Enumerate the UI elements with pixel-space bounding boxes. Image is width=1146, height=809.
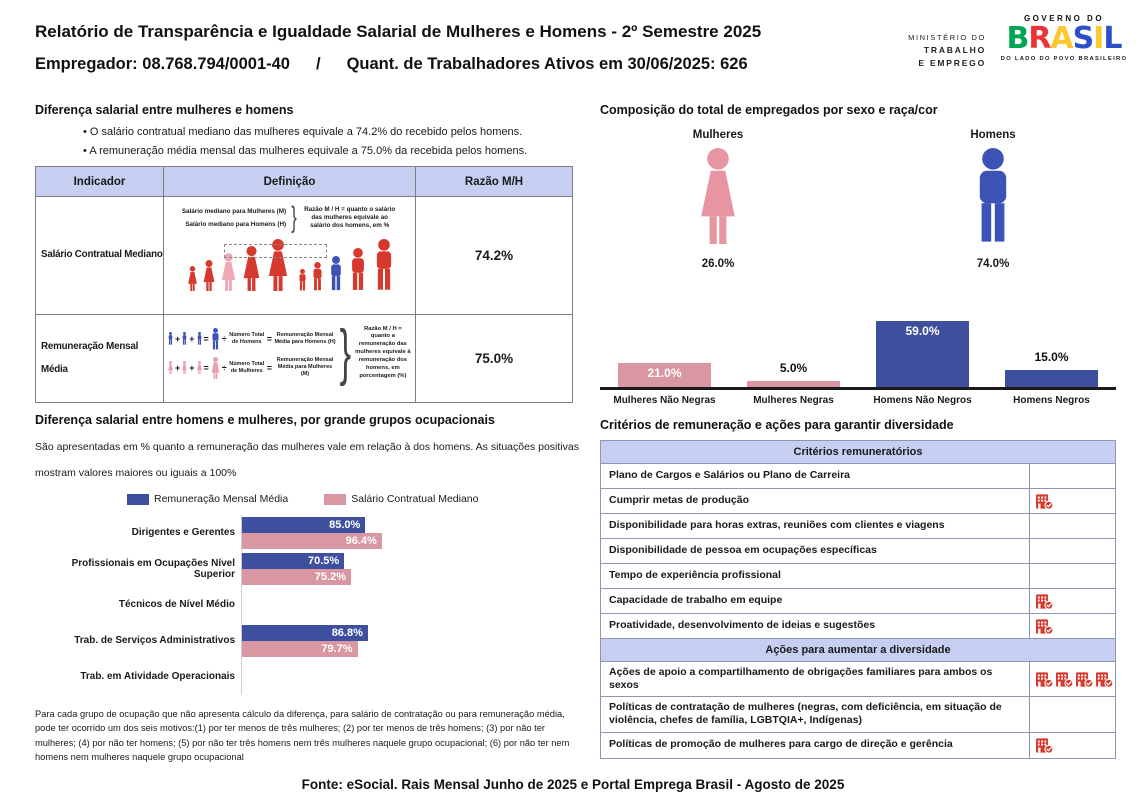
comparison-dashed-box xyxy=(224,244,327,258)
comp-category-label: Mulheres Negras xyxy=(753,395,834,406)
occupational-bar-chart xyxy=(35,515,580,695)
chart-subtext-2: mostram valores maiores ou iguais a 100% xyxy=(35,467,237,479)
sex-pictograms xyxy=(600,129,1116,287)
pictogram-value: 74.0% xyxy=(976,258,1010,270)
legend-swatch xyxy=(127,494,149,505)
people-pictogram-row xyxy=(166,235,413,293)
definition-cell xyxy=(164,197,416,315)
section-heading: Diferença salarial entre mulheres e homens xyxy=(35,103,294,117)
pictogram-value: 26.0% xyxy=(701,258,735,270)
table-row xyxy=(36,197,573,315)
legend-label: Remuneração Mensal Média xyxy=(154,493,289,505)
col-indicador: Indicador xyxy=(36,167,164,197)
criteria-row xyxy=(601,539,1115,564)
criteria-row xyxy=(601,662,1115,697)
criteria-row xyxy=(601,514,1115,539)
occ-bars xyxy=(241,587,580,623)
section-heading: Composição do total de empregados por sexo e raça/cor xyxy=(600,103,938,117)
brasil-letter: A xyxy=(1050,21,1073,56)
occ-bars xyxy=(241,659,580,695)
formula-divisor: Número Total de Mulheres xyxy=(229,360,265,374)
criteria-marks xyxy=(1029,662,1115,696)
section-composition xyxy=(600,103,1116,411)
average-ratio-note: Razão M / H = quanto a remuneração das mulheres equivale à remuneração dos homens, em porcentagem (%) xyxy=(355,325,411,379)
brasil-wordmark xyxy=(995,23,1133,55)
brasil-letter: B xyxy=(1006,21,1029,56)
formula-row: + + = ÷ Número Total de Homens = Remuneração Mensal Média para Homens (H) xyxy=(167,328,337,350)
building-check-icon xyxy=(1095,671,1114,688)
bar-salario: 96.4% xyxy=(242,533,382,549)
legend-swatch xyxy=(324,494,346,505)
indicator-label: Remuneração Mensal Média xyxy=(36,315,164,403)
median-definition-diagram xyxy=(166,203,413,233)
criteria-label: Ações de apoio a compartilhamento de obrigações familiares para ambos os sexos xyxy=(609,666,993,692)
formula-rows xyxy=(167,328,337,379)
building-check-icon xyxy=(1035,493,1054,510)
bar-remuneracao: 86.8% xyxy=(242,625,368,641)
summary-bullets xyxy=(83,126,575,157)
building-check-icon xyxy=(1035,737,1054,754)
building-check-icon xyxy=(1035,593,1054,610)
ratio-value: 75.0% xyxy=(416,315,573,403)
occ-row xyxy=(35,515,580,551)
criteria-marks xyxy=(1029,489,1115,513)
criteria-section-header: Critérios remuneratórios xyxy=(601,441,1115,464)
woman-icon xyxy=(219,253,238,291)
col-definicao: Definição xyxy=(164,167,416,197)
comp-bar xyxy=(618,363,711,387)
criteria-row xyxy=(601,564,1115,589)
table-header-row xyxy=(36,167,573,197)
pictogram-label: Homens xyxy=(970,129,1016,141)
chart-subtext-1: São apresentadas em % quanto a remuneração das mulheres vale em relação à dos homens. As situações positivas xyxy=(35,441,579,453)
definition-cell xyxy=(164,315,416,403)
criteria-label: Políticas de promoção de mulheres para cargo de direção e gerência xyxy=(609,738,953,751)
legend-item xyxy=(127,493,288,505)
brace-glyph: } xyxy=(339,318,352,387)
bar-salario: 79.7% xyxy=(242,641,358,657)
formula-row: + + = ÷ Número Total de Mulheres = Remuneração Mensal Média para Mulheres (M) xyxy=(167,357,337,379)
criteria-label: Disponibilidade para horas extras, reuniões com clientes e viagens xyxy=(609,519,945,532)
criteria-label: Capacidade de trabalho em equipe xyxy=(609,594,783,607)
criteria-label: Plano de Cargos e Salários ou Plano de Carreira xyxy=(609,469,850,482)
man-icon xyxy=(310,262,325,291)
criteria-row xyxy=(601,697,1115,732)
occ-category-label: Trab. de Serviços Administrativos xyxy=(74,635,235,647)
bullet-median-salary: • O salário contratual mediano das mulheres equivale a 74.2% do recebido pelos homens. xyxy=(83,126,575,138)
building-check-icon xyxy=(1035,671,1054,688)
man-icon xyxy=(210,328,221,350)
comp-bar xyxy=(876,321,969,387)
ratio-value: 74.2% xyxy=(416,197,573,315)
median-women-line: Salário mediano para Mulheres (M) xyxy=(181,207,287,215)
race-composition-chart xyxy=(600,295,1116,390)
woman-icon xyxy=(186,266,199,291)
woman-icon xyxy=(196,361,203,374)
gov-logo-tagline: DO LADO DO POVO BRASILEIRO xyxy=(1000,55,1128,62)
criteria-row xyxy=(601,489,1115,514)
occ-category-label: Técnicos de Nível Médio xyxy=(118,599,235,611)
gov-logo-top-text: GOVERNO DO xyxy=(1023,14,1105,23)
employer-info: Empregador: 08.768.794/0001-40 xyxy=(35,55,290,73)
criteria-label: Proatividade, desenvolvimento de ideias e sugestões xyxy=(609,619,876,632)
comp-category-label: Homens Negros xyxy=(1013,395,1090,406)
criteria-table xyxy=(600,440,1116,759)
col-razao: Razão M/H xyxy=(416,167,573,197)
woman-icon xyxy=(181,361,188,374)
bar-remuneracao: 70.5% xyxy=(242,553,344,569)
criteria-label: Tempo de experiência profissional xyxy=(609,569,781,582)
occ-category-label: Trab. em Atividade Operacionais xyxy=(80,671,235,683)
comp-category-label: Homens Não Negros xyxy=(873,395,972,406)
building-check-icon xyxy=(1055,671,1074,688)
average-definition-diagram xyxy=(166,318,413,388)
brasil-letter: S xyxy=(1072,21,1094,56)
bar-remuneracao: 85.0% xyxy=(242,517,365,533)
chart-footnote: Para cada grupo de ocupação que não apresenta cálculo da diferença, para salário de contratação ou para remuneração média, pode ter ocorrido um dos seis motivos:(1) por ter menos de três mulheres; (2) por ter menos de três homens; (3) por não ter mulheres; (4) por não ter homens; (5) por não ter três homens nem três mulheres naquele grupo ocupacional; (6) por não ter nem homens nem mulheres naquele grupo ocupacional xyxy=(35,709,570,763)
brasil-letter: I xyxy=(1093,21,1104,56)
building-check-icon xyxy=(1075,671,1094,688)
indicator-table xyxy=(35,166,573,403)
separator: / xyxy=(316,55,321,73)
man-icon xyxy=(196,332,203,345)
occ-bars xyxy=(241,515,580,551)
criteria-row xyxy=(601,589,1115,614)
formula-divisor: Número Total de Homens xyxy=(229,331,265,345)
formula-result: Remuneração Mensal Média para Homens (H) xyxy=(274,331,336,345)
woman-icon xyxy=(167,361,174,374)
page-title: Relatório de Transparência e Igualdade Salarial de Mulheres e Homens - 2º Semestre 2025 xyxy=(35,22,762,41)
comp-bar xyxy=(747,381,840,387)
employer-line xyxy=(35,55,875,74)
criteria-section-header: Ações para aumentar a diversidade xyxy=(601,639,1115,662)
comp-category-label: Mulheres Não Negras xyxy=(613,395,716,406)
pictogram-label: Mulheres xyxy=(692,129,744,141)
comp-bar xyxy=(1005,370,1098,387)
man-icon xyxy=(327,256,345,291)
criteria-marks xyxy=(1029,464,1115,488)
section-criteria xyxy=(600,418,1116,759)
brace-glyph: } xyxy=(291,201,297,234)
criteria-marks xyxy=(1029,614,1115,638)
criteria-label: Disponibilidade de pessoa em ocupações específicas xyxy=(609,544,877,557)
woman-icon xyxy=(201,260,217,291)
pictogram-mulheres xyxy=(658,129,778,270)
bar-value-label: 15.0% xyxy=(1034,350,1069,364)
formula-result: Remuneração Mensal Média para Mulheres (M) xyxy=(276,357,334,377)
brasil-letter: L xyxy=(1103,21,1122,56)
occ-row xyxy=(35,659,580,695)
median-ratio-note: Razão M / H = quanto o salário das mulheres equivale ao salário dos homens, em % xyxy=(304,205,396,230)
pictogram-homens xyxy=(933,129,1053,270)
section-heading: Diferença salarial entre homens e mulheres, por grande grupos ocupacionais xyxy=(35,413,495,427)
man-icon xyxy=(297,269,308,291)
report-header xyxy=(35,22,875,74)
occ-category-label: Dirigentes e Gerentes xyxy=(131,527,235,539)
legend-item xyxy=(324,493,478,505)
criteria-label: Políticas de contratação de mulheres (negras, com deficiência, em situação de violência, chefes de família, LGBTQIA+, Indígenas) xyxy=(609,701,1002,727)
bar-value-label: 59.0% xyxy=(905,324,940,338)
ministry-logo xyxy=(878,33,986,68)
race-composition-labels xyxy=(600,395,1116,411)
building-check-icon xyxy=(1035,618,1054,635)
indicator-label: Salário Contratual Mediano xyxy=(36,197,164,315)
criteria-marks xyxy=(1029,564,1115,588)
bar-salario: 75.2% xyxy=(242,569,351,585)
occ-row xyxy=(35,587,580,623)
source-footnote: Fonte: eSocial. Rais Mensal Junho de 2025 e Portal Emprega Brasil - Agosto de 2025 xyxy=(301,777,845,792)
occ-row xyxy=(35,623,580,659)
bar-value-label: 5.0% xyxy=(779,361,808,375)
median-men-line: Salário mediano para Homens (H) xyxy=(185,221,287,228)
criteria-label: Cumprir metas de produção xyxy=(609,494,750,507)
man-icon xyxy=(969,148,1017,244)
table-row xyxy=(36,315,573,403)
criteria-marks xyxy=(1029,539,1115,563)
criteria-marks xyxy=(1029,589,1115,613)
section-salary-gap xyxy=(35,103,575,403)
governo-do-brasil-logo xyxy=(995,14,1133,62)
occ-category-label: Profissionais em Ocupações Nível Superior xyxy=(71,557,235,580)
woman-icon xyxy=(210,357,221,379)
criteria-row xyxy=(601,464,1115,489)
bullet-average-pay: • A remuneração média mensal das mulheres equivale a 75.0% da recebida pelos homens. xyxy=(83,145,575,157)
man-icon xyxy=(347,248,369,291)
man-icon xyxy=(167,332,174,345)
criteria-marks xyxy=(1029,697,1115,731)
ministry-logo-line1: MINISTÉRIO DO xyxy=(908,33,986,42)
bar-value-label: 21.0% xyxy=(647,366,682,380)
man-icon xyxy=(371,239,397,291)
woman-icon xyxy=(694,148,742,244)
section-heading: Critérios de remuneração e ações para garantir diversidade xyxy=(600,418,954,432)
section-occupational-gap xyxy=(35,413,580,765)
man-icon xyxy=(181,332,188,345)
criteria-marks xyxy=(1029,733,1115,758)
occ-row xyxy=(35,551,580,587)
occ-bars xyxy=(241,623,580,659)
criteria-row xyxy=(601,614,1115,639)
legend-label: Salário Contratual Mediano xyxy=(351,493,479,505)
brasil-letter: R xyxy=(1028,21,1051,56)
chart-legend xyxy=(127,493,580,505)
criteria-marks xyxy=(1029,514,1115,538)
ministry-logo-line3: E EMPREGO xyxy=(918,58,986,68)
occ-bars xyxy=(241,551,580,587)
ministry-logo-line2: TRABALHO xyxy=(923,45,986,55)
criteria-row xyxy=(601,733,1115,758)
workers-info: Quant. de Trabalhadores Ativos em 30/06/2025: 626 xyxy=(346,55,748,73)
